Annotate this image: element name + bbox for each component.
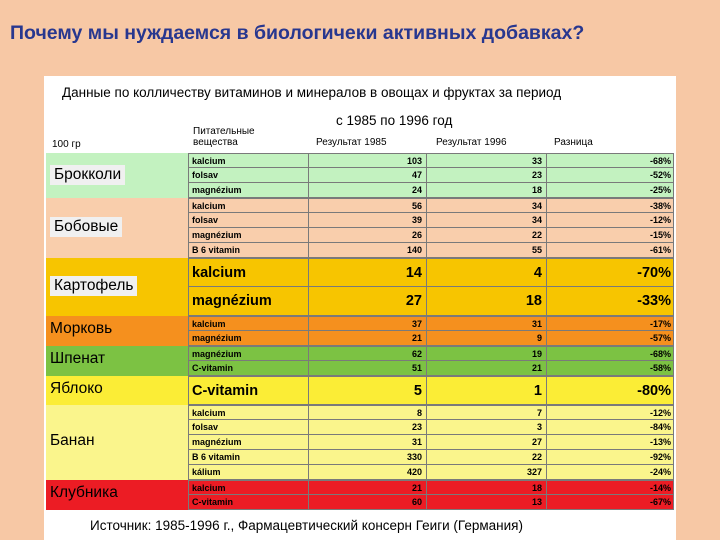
table-row: [188, 243, 674, 258]
value-1985-cell: 47: [309, 168, 427, 182]
nutrient-cell: B 6 vitamin: [189, 450, 309, 464]
value-1985-cell: 39: [309, 213, 427, 227]
nutrient-cell: folsav: [189, 420, 309, 434]
difference-cell: -24%: [649, 467, 671, 477]
value-1985-cell: 24: [309, 183, 427, 197]
product-label: Бобовые: [50, 217, 122, 237]
product-cell: [46, 376, 188, 405]
product-group: [46, 153, 674, 198]
product-group: [46, 346, 674, 376]
nutrient-cell: kalcium: [189, 259, 309, 286]
value-1985-cell: 5: [309, 377, 427, 404]
value-1985-cell: 51: [309, 361, 427, 375]
header-unit: 100 гр: [52, 139, 81, 150]
difference-cell: -58%: [649, 363, 671, 373]
product-label: Картофель: [50, 276, 137, 296]
table-row: [188, 198, 674, 213]
value-1996-cell: 34: [427, 213, 547, 227]
difference-cell: -57%: [649, 333, 671, 343]
product-label: Клубника: [50, 484, 118, 501]
table-row: [188, 405, 674, 420]
difference-cell: -92%: [649, 452, 671, 462]
product-cell: [46, 405, 188, 480]
difference-cell: -61%: [649, 245, 671, 255]
product-group: [46, 258, 674, 316]
nutrition-table: [46, 153, 674, 511]
difference-cell: -15%: [649, 230, 671, 240]
table-row: [188, 495, 674, 510]
value-1985-cell: 60: [309, 495, 427, 509]
header-1996: Результат 1996: [436, 137, 507, 148]
table-row: [188, 331, 674, 346]
table-row: [188, 258, 674, 287]
product-group: [46, 316, 674, 346]
nutrient-cell: B 6 vitamin: [189, 243, 309, 257]
table-row: [188, 465, 674, 480]
table-row: [188, 450, 674, 465]
value-1996-cell: 7: [427, 406, 547, 419]
value-1985-cell: 21: [309, 331, 427, 345]
table-row: [188, 287, 674, 316]
difference-cell: -52%: [649, 170, 671, 180]
value-1996-cell: 1: [427, 377, 547, 404]
value-1996-cell: 18: [427, 481, 547, 494]
table-row: [188, 228, 674, 243]
table-row: [188, 213, 674, 228]
nutrient-cell: magnézium: [189, 287, 309, 315]
product-group: [46, 405, 674, 480]
value-1985-cell: 420: [309, 465, 427, 479]
nutrient-cell: magnézium: [189, 347, 309, 360]
table-caption-line1: Данные по колличеству витаминов и минералов в овощах и фруктах за период: [62, 85, 562, 100]
value-1985-cell: 103: [309, 154, 427, 167]
difference-cell: -25%: [649, 185, 671, 195]
product-group: [46, 198, 674, 258]
value-1996-cell: 3: [427, 420, 547, 434]
value-1985-cell: 26: [309, 228, 427, 242]
table-row: [188, 435, 674, 450]
value-1985-cell: 56: [309, 199, 427, 212]
nutrient-cell: C-vitamin: [189, 361, 309, 375]
nutrient-cell: C-vitamin: [189, 377, 309, 404]
difference-cell: -33%: [637, 293, 671, 309]
value-1985-cell: 140: [309, 243, 427, 257]
difference-cell: -80%: [637, 382, 671, 399]
value-1985-cell: 62: [309, 347, 427, 360]
value-1996-cell: 19: [427, 347, 547, 360]
table-row: [188, 376, 674, 405]
product-group: [46, 376, 674, 405]
value-1985-cell: 37: [309, 317, 427, 330]
nutrient-cell: magnézium: [189, 228, 309, 242]
source-note: Источник: 1985-1996 г., Фармацевтический консерн Геиги (Германия): [90, 518, 523, 533]
value-1985-cell: 23: [309, 420, 427, 434]
product-cell: [46, 480, 188, 510]
header-1985: Результат 1985: [316, 137, 387, 148]
slide-title: Почему мы нуждаемся в биологичеки активных добавках?: [10, 22, 585, 44]
table-row: [188, 346, 674, 361]
value-1996-cell: 9: [427, 331, 547, 345]
product-label: Шпенат: [50, 350, 106, 367]
value-1985-cell: 330: [309, 450, 427, 464]
table-row: [188, 183, 674, 198]
product-cell: [46, 153, 188, 198]
difference-cell: -17%: [649, 318, 671, 329]
product-cell: [46, 198, 188, 258]
table-row: [188, 153, 674, 168]
difference-cell: -68%: [649, 155, 671, 166]
table-caption-line2: с 1985 по 1996 год: [336, 113, 453, 128]
product-label: Банан: [50, 431, 95, 449]
value-1996-cell: 22: [427, 228, 547, 242]
nutrient-cell: kalcium: [189, 199, 309, 212]
table-row: [188, 420, 674, 435]
value-1985-cell: 8: [309, 406, 427, 419]
difference-cell: -13%: [649, 437, 671, 447]
value-1996-cell: 31: [427, 317, 547, 330]
nutrient-cell: kalcium: [189, 317, 309, 330]
difference-cell: -84%: [649, 422, 671, 432]
value-1996-cell: 33: [427, 154, 547, 167]
nutrient-cell: kalcium: [189, 406, 309, 419]
product-label: Яблоко: [50, 379, 103, 397]
difference-cell: -68%: [649, 348, 671, 359]
product-cell: [46, 316, 188, 346]
value-1996-cell: 327: [427, 465, 547, 479]
difference-cell: -38%: [649, 200, 671, 211]
value-1985-cell: 31: [309, 435, 427, 449]
table-row: [188, 361, 674, 376]
product-group: [46, 480, 674, 510]
nutrient-cell: magnézium: [189, 331, 309, 345]
value-1996-cell: 21: [427, 361, 547, 375]
value-1996-cell: 13: [427, 495, 547, 509]
value-1985-cell: 14: [309, 259, 427, 286]
nutrient-cell: C-vitamin: [189, 495, 309, 509]
value-1996-cell: 27: [427, 435, 547, 449]
value-1996-cell: 18: [427, 183, 547, 197]
difference-cell: -70%: [637, 264, 671, 281]
nutrient-cell: kálium: [189, 465, 309, 479]
product-label: Морковь: [50, 320, 113, 337]
value-1996-cell: 34: [427, 199, 547, 212]
value-1996-cell: 18: [427, 287, 547, 315]
value-1996-cell: 22: [427, 450, 547, 464]
header-diff: Разница: [554, 137, 593, 148]
value-1985-cell: 27: [309, 287, 427, 315]
nutrient-cell: folsav: [189, 213, 309, 227]
value-1996-cell: 23: [427, 168, 547, 182]
product-cell: [46, 258, 188, 316]
difference-cell: -67%: [649, 497, 671, 507]
difference-cell: -14%: [649, 482, 671, 493]
difference-cell: -12%: [649, 215, 671, 225]
product-cell: [46, 346, 188, 376]
product-label: Брокколи: [50, 165, 125, 185]
value-1996-cell: 4: [427, 259, 547, 286]
nutrient-cell: kalcium: [189, 481, 309, 494]
header-nutrient: Питательные вещества: [193, 126, 255, 148]
nutrient-cell: magnézium: [189, 183, 309, 197]
value-1996-cell: 55: [427, 243, 547, 257]
nutrient-cell: magnézium: [189, 435, 309, 449]
value-1985-cell: 21: [309, 481, 427, 494]
table-row: [188, 168, 674, 183]
nutrient-cell: kalcium: [189, 154, 309, 167]
difference-cell: -12%: [649, 407, 671, 418]
table-row: [188, 316, 674, 331]
table-row: [188, 480, 674, 495]
nutrient-cell: folsav: [189, 168, 309, 182]
